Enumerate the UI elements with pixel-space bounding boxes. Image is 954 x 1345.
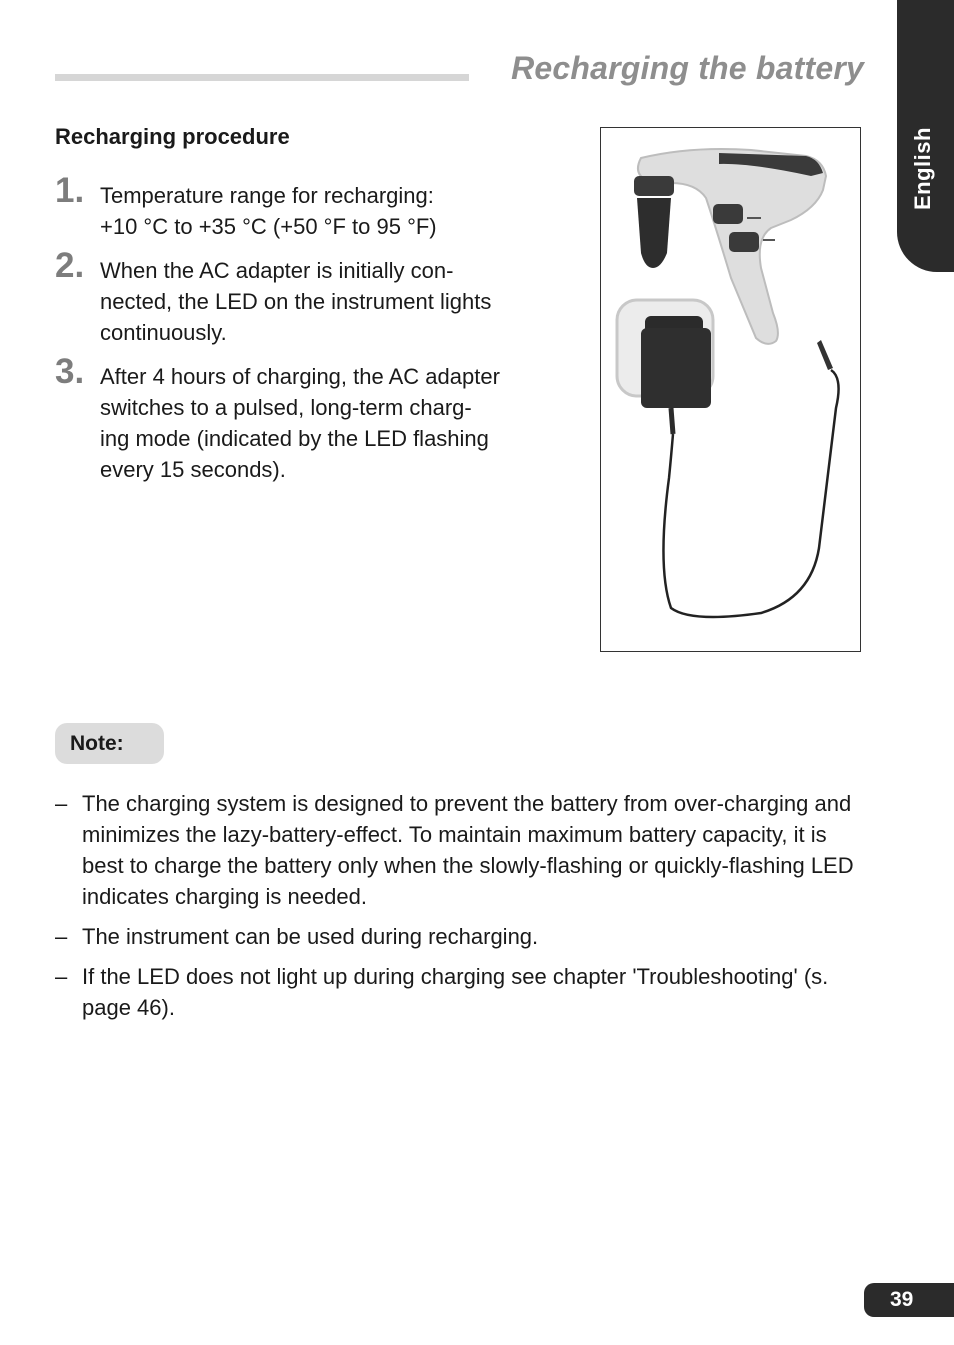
procedure-step — [55, 246, 575, 348]
step-number: 3. — [55, 352, 85, 391]
note-item — [55, 961, 855, 1023]
step-text: After 4 hours of charging, the AC adapter switches to a pulsed, long-term charg- ing mode (indicated by the LED flashing every 15 seconds). — [100, 364, 500, 482]
note-dash: – — [55, 791, 68, 816]
note-dash: – — [55, 964, 68, 989]
procedure-steps — [55, 171, 575, 498]
step-text: Temperature range for recharging: +10 °C to +35 °C (+50 °F to 95 °F) — [100, 183, 437, 239]
device-charging-illustration — [600, 127, 861, 652]
note-text: If the LED does not light up during charging see chapter 'Troubleshooting' (s. page 46). — [82, 964, 829, 1020]
note-list — [55, 788, 855, 1032]
note-dash: – — [55, 924, 68, 949]
note-text: The instrument can be used during recharging. — [82, 924, 539, 949]
note-text: The charging system is designed to prevent the battery from over-charging and minimizes the lazy-battery-effect. To maintain maximum battery capacity, it is best to charge the battery only when the slowly-flashing or quickly-flashing LED indicates charging is needed. — [82, 791, 854, 909]
header-rule — [55, 74, 469, 81]
page-number: 39 — [864, 1283, 954, 1317]
step-number: 2. — [55, 246, 85, 285]
note-badge: Note: — [55, 723, 164, 764]
procedure-step — [55, 352, 575, 485]
language-tab-label: English — [910, 127, 935, 210]
step-number: 1. — [55, 171, 85, 210]
note-item — [55, 921, 855, 952]
step-text: When the AC adapter is initially con- nected, the LED on the instrument lights continuously. — [100, 258, 492, 345]
section-heading: Recharging procedure — [55, 124, 290, 149]
page-title: Recharging the battery — [511, 50, 864, 86]
note-item — [55, 788, 855, 912]
language-tab — [897, 0, 954, 272]
procedure-step — [55, 171, 575, 242]
pipette-controller-with-adapter-image — [601, 128, 860, 651]
